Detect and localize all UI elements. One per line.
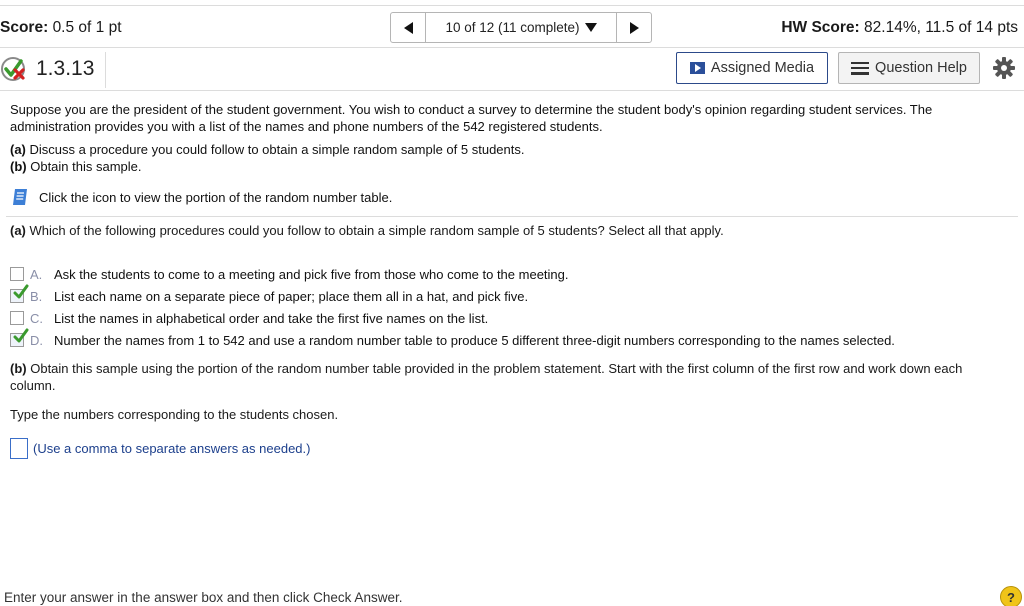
problem-statement xyxy=(10,101,1014,207)
part-b-prompt xyxy=(10,158,1014,175)
hw-score xyxy=(781,19,1018,37)
option-letter: C. xyxy=(30,310,43,326)
score-value: 0.5 of 1 pt xyxy=(52,19,122,36)
left-arrow-icon xyxy=(404,22,413,34)
dropdown-arrow-icon xyxy=(585,23,597,32)
question-bar xyxy=(0,48,1024,91)
question-b-label: (b) xyxy=(10,361,27,376)
part-a-text: Discuss a procedure you could follow to obtain a simple random sample of 5 students. xyxy=(25,142,525,157)
checkmark-icon xyxy=(13,284,29,300)
checkbox-d[interactable] xyxy=(10,333,24,347)
checkmark-icon xyxy=(13,328,29,344)
question-navigator xyxy=(390,12,652,43)
option-text: List each name on a separate piece of paper; place them all in a hat, and pick five. xyxy=(54,288,529,304)
option-c[interactable] xyxy=(10,307,895,329)
assigned-media-button[interactable] xyxy=(676,52,828,84)
question-a-label: (a) xyxy=(10,223,26,238)
options-list xyxy=(10,263,895,351)
score xyxy=(0,19,122,37)
question-a-text: Which of the following procedures could you follow to obtain a simple random sample of 5 students? Select all that apply. xyxy=(25,223,724,238)
type-prompt: Type the numbers corresponding to the students chosen. xyxy=(10,407,339,422)
assigned-media-label: Assigned Media xyxy=(710,60,815,76)
option-d[interactable] xyxy=(10,329,895,351)
question-help-label: Question Help xyxy=(875,60,967,76)
option-text: Ask the students to come to a meeting and pick five from those who come to the meeting. xyxy=(54,266,569,282)
score-label: Score: xyxy=(0,19,49,36)
option-letter: D. xyxy=(30,332,43,348)
option-letter: B. xyxy=(30,288,43,304)
previous-question-button[interactable] xyxy=(390,12,426,43)
partially-correct-icon xyxy=(0,55,30,83)
checkbox-c[interactable] xyxy=(10,311,24,325)
question-help-button[interactable] xyxy=(838,52,980,84)
part-a-label: (a) xyxy=(10,142,26,157)
question-number: 1.3.13 xyxy=(36,57,95,80)
gear-icon[interactable] xyxy=(992,56,1016,80)
hw-score-label: HW Score: xyxy=(781,19,860,36)
option-letter: A. xyxy=(30,266,43,282)
list-icon xyxy=(851,62,869,75)
hw-score-value: 82.14%, 11.5 of 14 pts xyxy=(864,19,1018,36)
checkbox-b[interactable] xyxy=(10,289,24,303)
icon-instruction: Click the icon to view the portion of the random number table. xyxy=(39,189,393,205)
problem-intro: Suppose you are the president of the student government. You wish to conduct a survey to determine the student body's opinion regarding student services. The administration provides you with a list of the names and phone numbers of the 542 registered students. xyxy=(10,102,933,134)
question-selector-dropdown[interactable] xyxy=(426,12,616,43)
footer-instruction: Enter your answer in the answer box and then click Check Answer. xyxy=(4,590,403,605)
media-play-icon xyxy=(690,62,705,74)
question-b xyxy=(10,360,1010,394)
next-question-button[interactable] xyxy=(616,12,652,43)
question-b-text: Obtain this sample using the portion of the random number table provided in the problem statement. Start with the first column of the first row and work down each column. xyxy=(10,361,963,393)
section-divider xyxy=(6,216,1018,217)
option-a[interactable] xyxy=(10,263,895,285)
right-arrow-icon xyxy=(630,22,639,34)
checkbox-a[interactable] xyxy=(10,267,24,281)
help-icon[interactable]: ? xyxy=(1000,586,1022,606)
part-a-prompt xyxy=(10,141,1014,158)
question-a xyxy=(10,223,724,238)
answer-input[interactable] xyxy=(10,438,28,459)
part-b-text: Obtain this sample. xyxy=(26,159,142,174)
answer-note: (Use a comma to separate answers as needed.) xyxy=(33,441,311,456)
option-text: List the names in alphabetical order and take the first five names on the list. xyxy=(54,310,489,326)
score-bar xyxy=(0,5,1024,48)
random-table-link xyxy=(10,187,1014,207)
option-b[interactable] xyxy=(10,285,895,307)
book-icon[interactable] xyxy=(10,187,30,207)
question-progress: 10 of 12 (11 complete) xyxy=(445,20,580,35)
option-text: Number the names from 1 to 542 and use a random number table to produce 5 different three-digit numbers corresponding to the names selected. xyxy=(54,332,895,348)
answer-row xyxy=(10,438,310,459)
divider xyxy=(105,52,106,88)
part-b-label: (b) xyxy=(10,159,27,174)
